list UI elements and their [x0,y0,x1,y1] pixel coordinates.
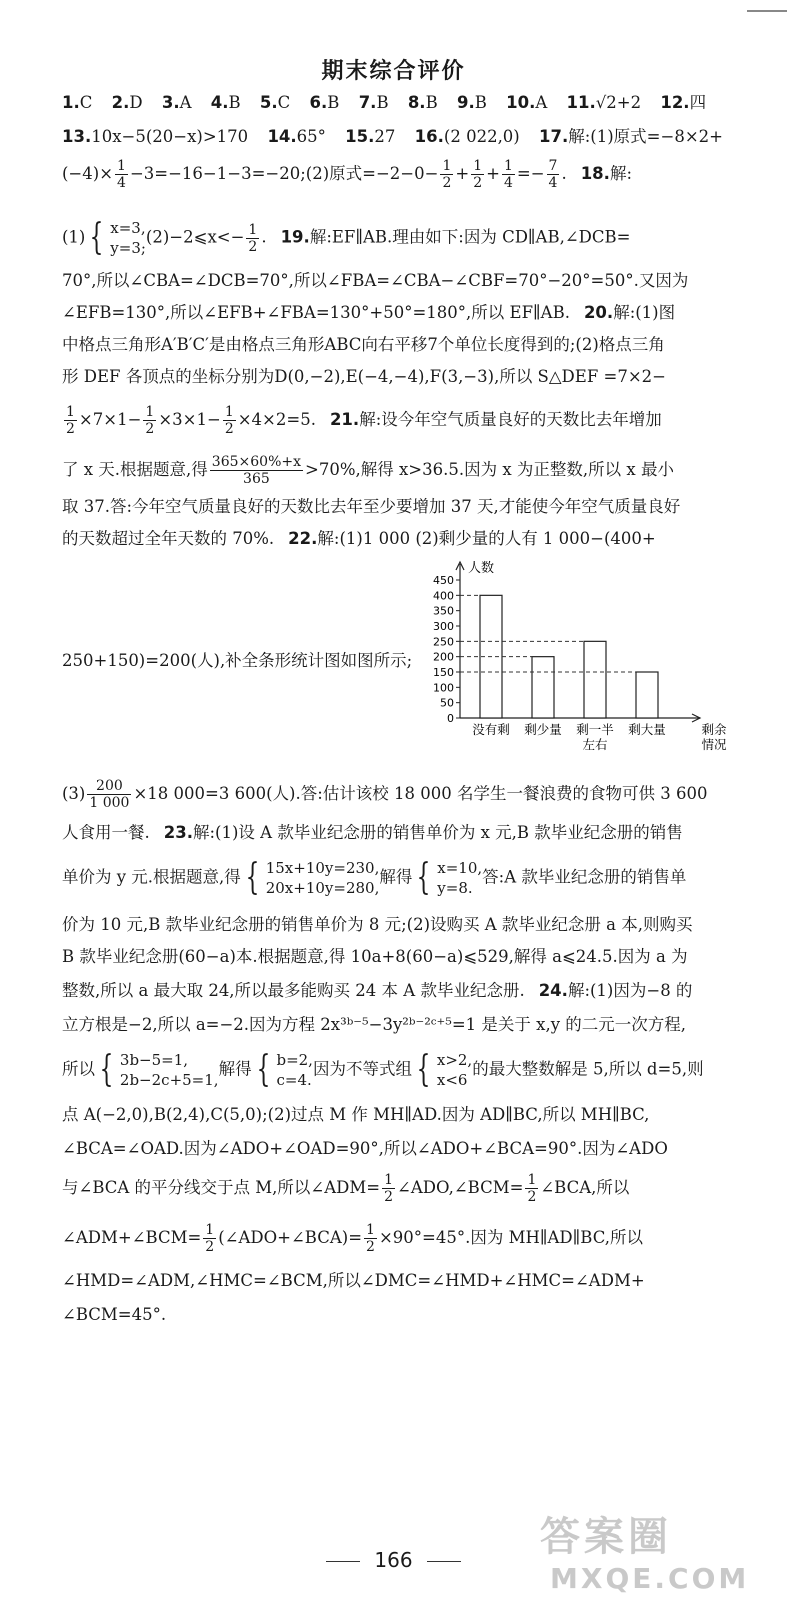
answer-line-3: (−4)× $\frac{1}{4}$ −3=−16−1−3=−20;(2)原式=−2−0− $\frac{1}{2}$ + $\frac{1}{2}$ + $\frac{1}{4}$ =− $\frac{7}{4}$ . 18.解: [62,158,632,191]
answer-line-16: 单价为 y 元.根据题意,得 { 15x+10y=230, 20x+10y=280, 解得 { x=10, y=8. 答:A 款毕业纪念册的销售单 [62,857,687,898]
y-tick-label: 250 [433,635,454,649]
y-tick-label: 350 [433,604,454,618]
x-axis-label: 情况 [701,737,727,752]
answer-line-6: ∠EFB=130°,所以∠EFB+∠FBA=130°+50°=180°,所以 EF∥AB. 20.解:(1)图 [62,303,676,322]
bar [584,641,606,718]
answer-line-21: 所以 { 3b−5=1, 2b−2c+5=1, 解得 { b=2, c=4. 因为不等式组 { x>2, x<6 的最大整数解是 5,所以 d=5,则 [62,1049,704,1090]
answer-line-19: 整数,所以 a 最大取 24,所以最多能购买 24 本 A 款毕业纪念册. 24.解:(1)因为−8 的 [62,981,693,1000]
x-tick-label: 剩少量 [524,722,562,737]
x-tick-label: 剩一半 [576,722,614,737]
answer-line-5: 70°,所以∠CBA=∠DCB=70°,所以∠FBA=∠CBA−∠CBF=70°−20°=50°.又因为 [62,271,689,290]
answer-line-8: 形 DEF 各顶点的坐标分别为D(0,−2),E(−4,−4),F(3,−3),所以 S△DEF =7×2− [62,367,666,386]
page-number: 166 [0,1548,787,1572]
bar [532,657,554,718]
answer-line-17: 价为 10 元,B 款毕业纪念册的销售单价为 8 元;(2)设购买 A 款毕业纪念册 a 本,则购买 [62,915,693,934]
answer-line-7: 中格点三角形A′B′C′是由格点三角形ABC向右平移7个单位长度得到的;(2)格点三角 [62,335,665,354]
answer-line-13: 250+150)=200(人),补全条形统计图如图所示; [62,651,413,670]
y-tick-label: 0 [447,712,454,725]
answer-line-20: 立方根是−2,所以 a=−2.因为方程 2x³ᵇ⁻⁵−3y²ᵇ⁻²ᶜ⁺⁵=1 是关于 x,y 的二元一次方程, [62,1015,687,1034]
y-tick-label: 450 [433,574,454,587]
answer-line-2: 13.10x−5(20−x)>170 14.65° 15.27 16.(2 022,0) 17.解:(1)原式=−8×2+ [62,127,723,146]
x-tick-label: 左右 [582,737,608,752]
answer-line-1: 1.C 2.D 3.A 4.B 5.C 6.B 7.B 8.B 9.B 10.A 11.√2+2 12.四 [62,93,707,112]
answer-line-9: $\frac{1}{2}$ ×7×1− $\frac{1}{2}$ ×3×1− $\frac{1}{2}$ ×4×2=5. 21.解:设今年空气质量良好的天数比去年增加 [66,404,662,437]
bar [636,672,658,718]
answer-line-10: 了 x 天.根据题意,得 $\frac{365\times 60\%+x}{365}$ >70%,解得 x>36.5.因为 x 为正整数,所以 x 最小 [62,454,674,487]
answer-line-11: 取 37.答:今年空气质量良好的天数比去年至少要增加 37 天,才能使今年空气质量良好 [62,497,681,516]
x-tick-label: 剩大量 [628,722,666,737]
answer-line-26: ∠HMD=∠ADM,∠HMC=∠BCM,所以∠DMC=∠HMD+∠HMC=∠ADM+ [62,1271,645,1290]
answer-line-18: B 款毕业纪念册(60−a)本.根据题意,得 10a+8(60−a)⩽529,解得 a⩽24.5.因为 a 为 [62,947,688,966]
y-tick-label: 100 [433,681,454,695]
top-edge-mark [747,10,787,12]
y-tick-label: 200 [433,650,454,664]
watermark: 答案圈 MXQE.COM [540,1514,750,1595]
answer-line-12: 的天数超过全年天数的 70%. 22.解:(1)1 000 (2)剩少量的人有 1 000−(400+ [62,529,656,548]
answer-line-25: ∠ADM+∠BCM= $\frac{1}{2}$ (∠ADO+∠BCA)= $\frac{1}{2}$ ×90°=45°.因为 MH∥AD∥BC,所以 [62,1222,643,1255]
y-axis-label: 人数 [468,561,495,576]
answer-line-14: (3) $\frac{200}{1 000}$ ×18 000=3 600(人).答:估计该校 18 000 名学生一餐浪费的食物可供 3 600 [62,778,708,811]
x-tick-label: 没有剩 [472,722,510,737]
bar-chart [420,558,740,768]
answer-line-15: 人食用一餐. 23.解:(1)设 A 款毕业纪念册的销售单价为 x 元,B 款毕业纪念册的销售 [62,823,683,842]
y-tick-label: 400 [433,589,454,603]
answer-line-4: (1) { x=3, y=3; (2)−2⩽x<− $\frac{1}{2}$ . 19.解:EF∥AB.理由如下:因为 CD∥AB,∠DCB= [62,217,631,258]
x-axis-label: 剩余 [701,722,727,737]
answer-line-24: 与∠BCA 的平分线交于点 M,所以∠ADM= $\frac{1}{2}$ ∠ADO,∠BCM= $\frac{1}{2}$ ∠BCA,所以 [62,1172,630,1205]
answer-line-27: ∠BCM=45°. [62,1305,167,1324]
page-title: 期末综合评价 [321,59,466,84]
y-tick-label: 300 [433,620,454,633]
y-tick-label: 50 [440,696,454,710]
y-tick-label: 150 [433,666,454,679]
answer-line-23: ∠BCA=∠OAD.因为∠ADO+∠OAD=90°,所以∠ADO+∠BCA=90°.因为∠ADO [62,1139,668,1158]
answer-line-22: 点 A(−2,0),B(2,4),C(5,0);(2)过点 M 作 MH∥AD.因为 AD∥BC,所以 MH∥BC, [62,1105,650,1124]
